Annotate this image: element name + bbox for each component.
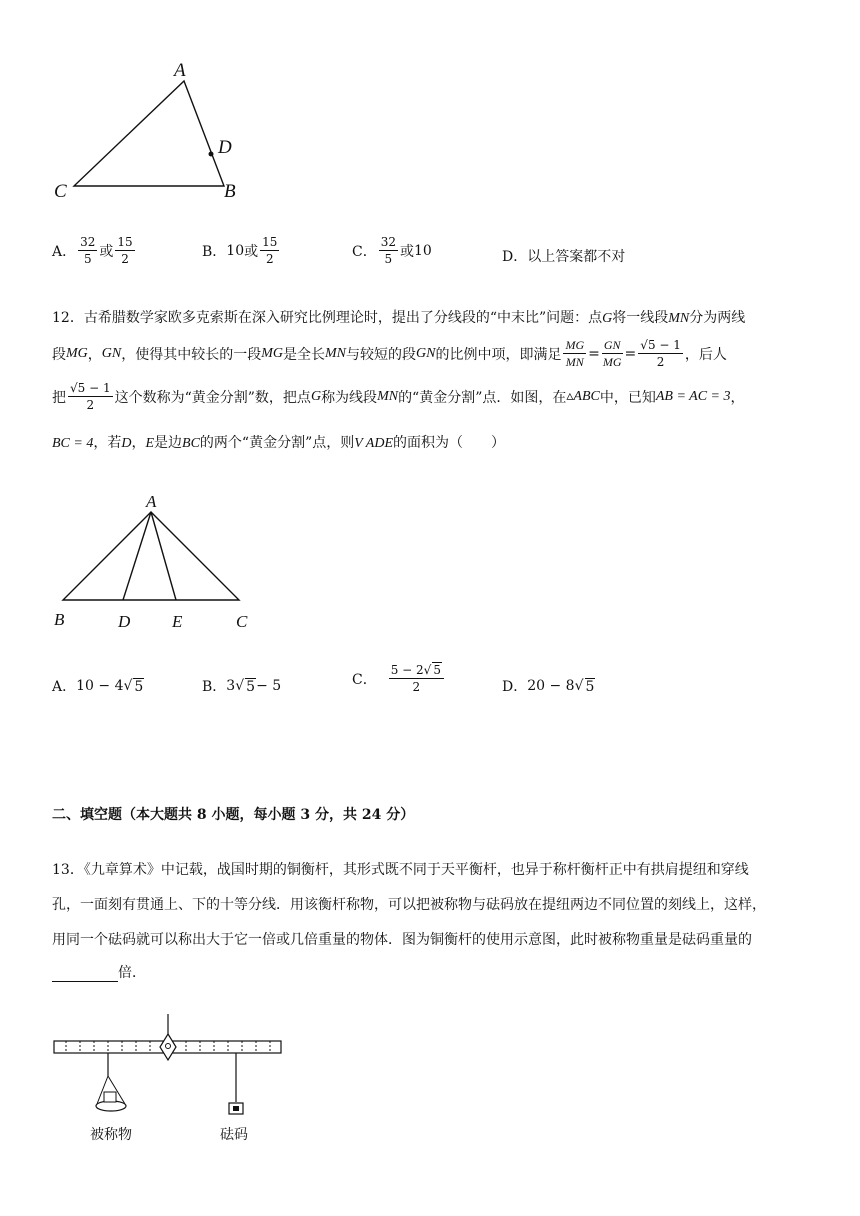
- radicand: 5: [246, 678, 256, 695]
- fraction-gn-mg: $\frac{GN}{MG}$: [602, 338, 622, 369]
- expr: 20 − 8: [527, 678, 575, 694]
- expr: − 5: [256, 678, 282, 694]
- or-text: 或: [99, 243, 114, 260]
- fraction-golden: $\frac{√5 - 1}{2}$: [640, 338, 681, 369]
- q11-option-a[interactable]: [52, 236, 137, 265]
- q12-option-a[interactable]: A． 10 − 4 √ 5: [52, 678, 144, 695]
- q11-option-c[interactable]: [352, 236, 432, 265]
- q12-option-d[interactable]: D． 20 − 8 √ 5: [502, 678, 595, 695]
- label-a: A: [174, 60, 186, 81]
- q13-line-3: 用同一个砝码就可以称出大于它一倍或几倍重量的物体．图为铜衡杆的使用示意图，此时被称物重量是砝码重量的: [52, 932, 752, 948]
- balance-beam-figure: [50, 1010, 290, 1120]
- weight-label: 砝码: [220, 1127, 248, 1143]
- q13-line-1: 13．《九章算术》中记载，战国时期的铜衡杆，其形式既不同于天平衡杆，也异于称杆衡杆正中有拱肩提纽和穿线: [52, 862, 749, 878]
- option-letter: D．: [502, 249, 528, 265]
- option-letter: C．: [352, 671, 377, 688]
- q12-line-1: 12．古希腊数学家欧多克索斯在深入研究比例理论时，提出了分线段的“中末比”问题：点G将一线段MN分为两线: [52, 310, 746, 326]
- triangle-figure-abc-golden: [55, 500, 255, 610]
- option-letter: B．: [202, 243, 227, 260]
- q12-line-4: BC = 4，若D，E是边BC的两个“黄金分割”点，则V ADE的面积为（ ）: [52, 435, 506, 451]
- label-a: A: [146, 492, 157, 511]
- fraction: $\frac{15}{2}$: [117, 235, 133, 266]
- label-b: B: [224, 181, 236, 202]
- label-b: B: [54, 610, 65, 629]
- fraction: $\frac{32}{5}$: [380, 235, 396, 266]
- q12-option-b[interactable]: B． 3 √ 5 − 5: [202, 678, 282, 695]
- option-letter: A．: [52, 679, 77, 695]
- option-letter: B．: [202, 679, 227, 695]
- fraction-mg-mn: $\frac{MG}{MN}$: [565, 338, 585, 369]
- expr: 3: [226, 678, 236, 694]
- radicand: 5: [585, 678, 595, 695]
- option-letter: C．: [352, 243, 377, 260]
- q13-line-2: 孔，一面刻有贯通上、下的十等分线．用该衡杆称物，可以把被称物与砝码放在提纽两边不同位置的刻线上，这样，: [52, 897, 766, 913]
- q11-option-b[interactable]: [202, 236, 281, 265]
- option-text: 以上答案都不对: [527, 249, 626, 265]
- radicand: 5: [134, 678, 144, 695]
- label-e: E: [172, 612, 183, 631]
- label-d: D: [118, 612, 131, 631]
- option-letter: D．: [502, 679, 528, 695]
- or-text: 或: [244, 243, 259, 260]
- q12-line-3: 把 $\frac{√5 - 1}{2}$ 这个数称为“黄金分割”数，把点 G 称为线段 MN 的“黄金分割”点．如图，在 ▵ABC 中，已知 AB = AC = 3 ，: [52, 381, 745, 412]
- expr: 10 − 4: [76, 678, 124, 694]
- fraction: $\frac{15}{2}$: [262, 235, 278, 266]
- fraction-golden: $\frac{√5 - 1}{2}$: [70, 381, 111, 412]
- label-c: C: [54, 181, 67, 202]
- label-d: D: [218, 137, 232, 158]
- answer-blank[interactable]: [52, 967, 118, 982]
- q12-line-2: 段 MG ， GN ，使得其中较长的一段 MG 是全长 MN 与较短的段 GN 的比例中项，即满足 $\frac{MG}{MN}$ = $\frac{GN}{MG}$ = $\frac{√5 - 1}{2}$ ，后人: [52, 338, 727, 369]
- fraction: $\frac{32}{5}$: [80, 235, 96, 266]
- section-title: 二、填空题（本大题共 8 小题，每小题 3 分，共 24 分）: [52, 807, 415, 823]
- q12-option-c[interactable]: [352, 664, 446, 693]
- value: 10: [414, 242, 432, 259]
- or-text: 或: [400, 243, 414, 260]
- option-letter: A．: [52, 243, 77, 260]
- q11-option-d[interactable]: [502, 246, 625, 266]
- q13-line-4: 倍．: [52, 962, 146, 982]
- object-label: 被称物: [90, 1127, 132, 1143]
- fraction: $\frac{5 - 2√ 5}{2}$: [389, 664, 444, 693]
- label-c: C: [236, 612, 248, 631]
- value: 10: [226, 242, 245, 259]
